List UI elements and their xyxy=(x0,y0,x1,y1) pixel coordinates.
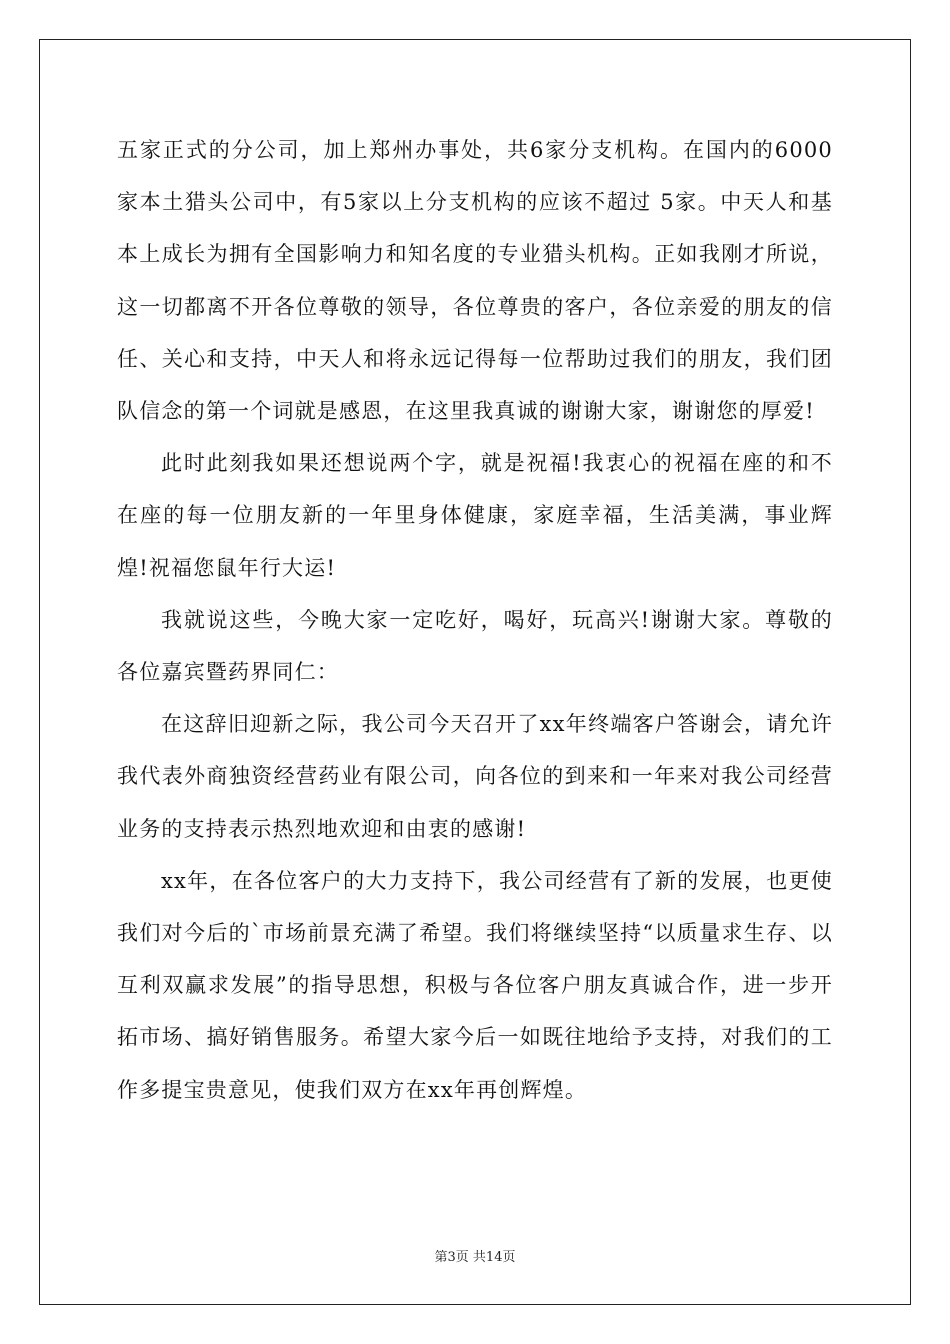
page-number-footer: 第3页 共14页 xyxy=(434,1250,516,1265)
paragraph-2: 此时此刻我如果还想说两个字，就是祝福!我衷心的祝福在座的和不在座的每一位朋友新的一年里身体健康，家庭幸福，生活美满，事业辉煌!祝福您鼠年行大运! xyxy=(117,451,833,580)
paragraph-3: 我就说这些，今晚大家一定吃好，喝好，玩高兴!谢谢大家。尊敬的各位嘉宾暨药界同仁： xyxy=(117,607,833,685)
document-body xyxy=(117,124,833,1116)
paragraph-4: 在这辞旧迎新之际，我公司今天召开了xx年终端客户答谢会，请允许我代表外商独资经营药业有限公司，向各位的到来和一年来对我公司经营业务的支持表示热烈地欢迎和由衷的感谢! xyxy=(117,712,833,841)
paragraph-5: xx年，在各位客户的大力支持下，我公司经营有了新的发展，也更使我们对今后的`市场前景充满了希望。我们将继续坚持“以质量求生存、以互利双赢求发展”的指导思想，积极与各位客户朋友真诚合作，进一步开拓市场、搞好销售服务。希望大家今后一如既往地给予支持，对我们的工作多提宝贵意见，使我们双方在xx年再创辉煌。 xyxy=(117,868,833,1102)
paragraph-1: 五家正式的分公司，加上郑州办事处，共6家分支机构。在国内的6000家本土猎头公司中，有5家以上分支机构的应该不超过 5家。中天人和基本上成长为拥有全国影响力和知名度的专业猎头机构。正如我刚才所说，这一切都离不开各位尊敬的领导，各位尊贵的客户，各位亲爱的朋友的信任、关心和支持，中天人和将永远记得每一位帮助过我们的朋友，我们团队信念的第一个词就是感恩，在这里我真诚的谢谢大家，谢谢您的厚爱! xyxy=(117,138,833,424)
